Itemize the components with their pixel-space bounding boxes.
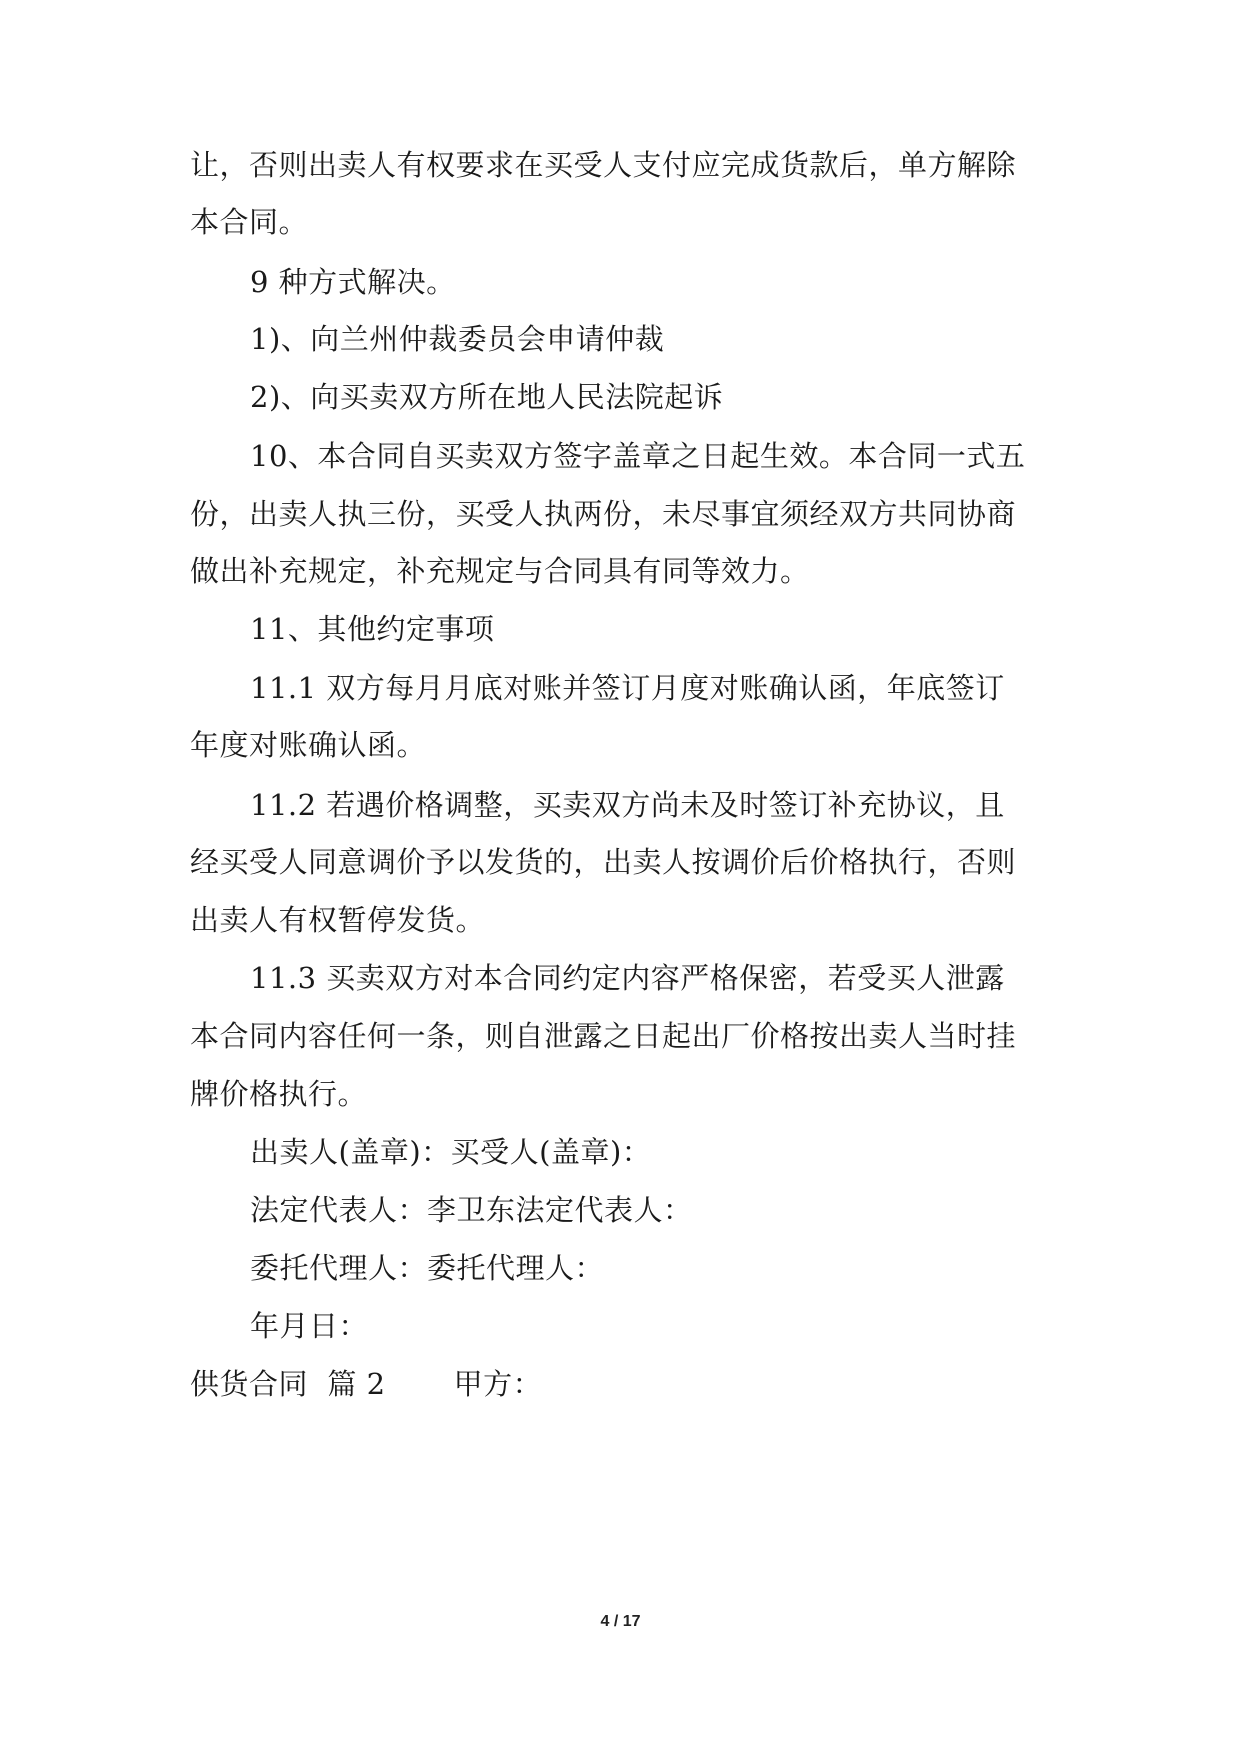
text-line: 本合同内容任何一条，则自泄露之日起出厂价格按出卖人当时挂 <box>190 1019 1017 1053</box>
text-line: 10、本合同自买卖双方签字盖章之日起生效。本合同一式五 <box>250 439 1026 473</box>
text-line: 年度对账确认函。 <box>190 728 427 762</box>
text-line: 11.2 若遇价格调整，买卖双方尚未及时签订补充协议，且 <box>250 788 1005 822</box>
text-line: 委托代理人：委托代理人： <box>250 1251 605 1285</box>
text-line: 11.1 双方每月月底对账并签订月度对账确认函，年底签订 <box>250 671 1005 705</box>
text-line: 法定代表人：李卫东法定代表人： <box>250 1193 693 1227</box>
text-line: 做出补充规定，补充规定与合同具有同等效力。 <box>190 554 810 588</box>
section-heading: 供货合同 篇 2 甲方： <box>190 1367 543 1401</box>
text-line: 出卖人有权暂停发货。 <box>190 903 486 937</box>
text-line: 让，否则出卖人有权要求在买受人支付应完成货款后，单方解除 <box>190 148 1017 182</box>
text-line: 年月日： <box>250 1309 369 1343</box>
text-line: 本合同。 <box>190 205 309 239</box>
text-line: 11.3 买卖双方对本合同约定内容严格保密，若受买人泄露 <box>250 961 1005 995</box>
text-line: 份，出卖人执三份，买受人执两份，未尽事宜须经双方共同协商 <box>190 497 1017 531</box>
text-line: 9 种方式解决。 <box>250 265 456 299</box>
text-line: 牌价格执行。 <box>190 1077 368 1111</box>
text-line: 出卖人(盖章)：买受人(盖章)： <box>250 1135 652 1169</box>
text-line: 经买受人同意调价予以发货的，出卖人按调价后价格执行，否则 <box>190 845 1017 879</box>
page-number: 4 / 17 <box>600 1613 641 1630</box>
text-line: 1)、向兰州仲裁委员会申请仲裁 <box>250 322 665 356</box>
text-line: 11、其他约定事项 <box>250 612 495 646</box>
text-line: 2)、向买卖双方所在地人民法院起诉 <box>250 380 724 414</box>
